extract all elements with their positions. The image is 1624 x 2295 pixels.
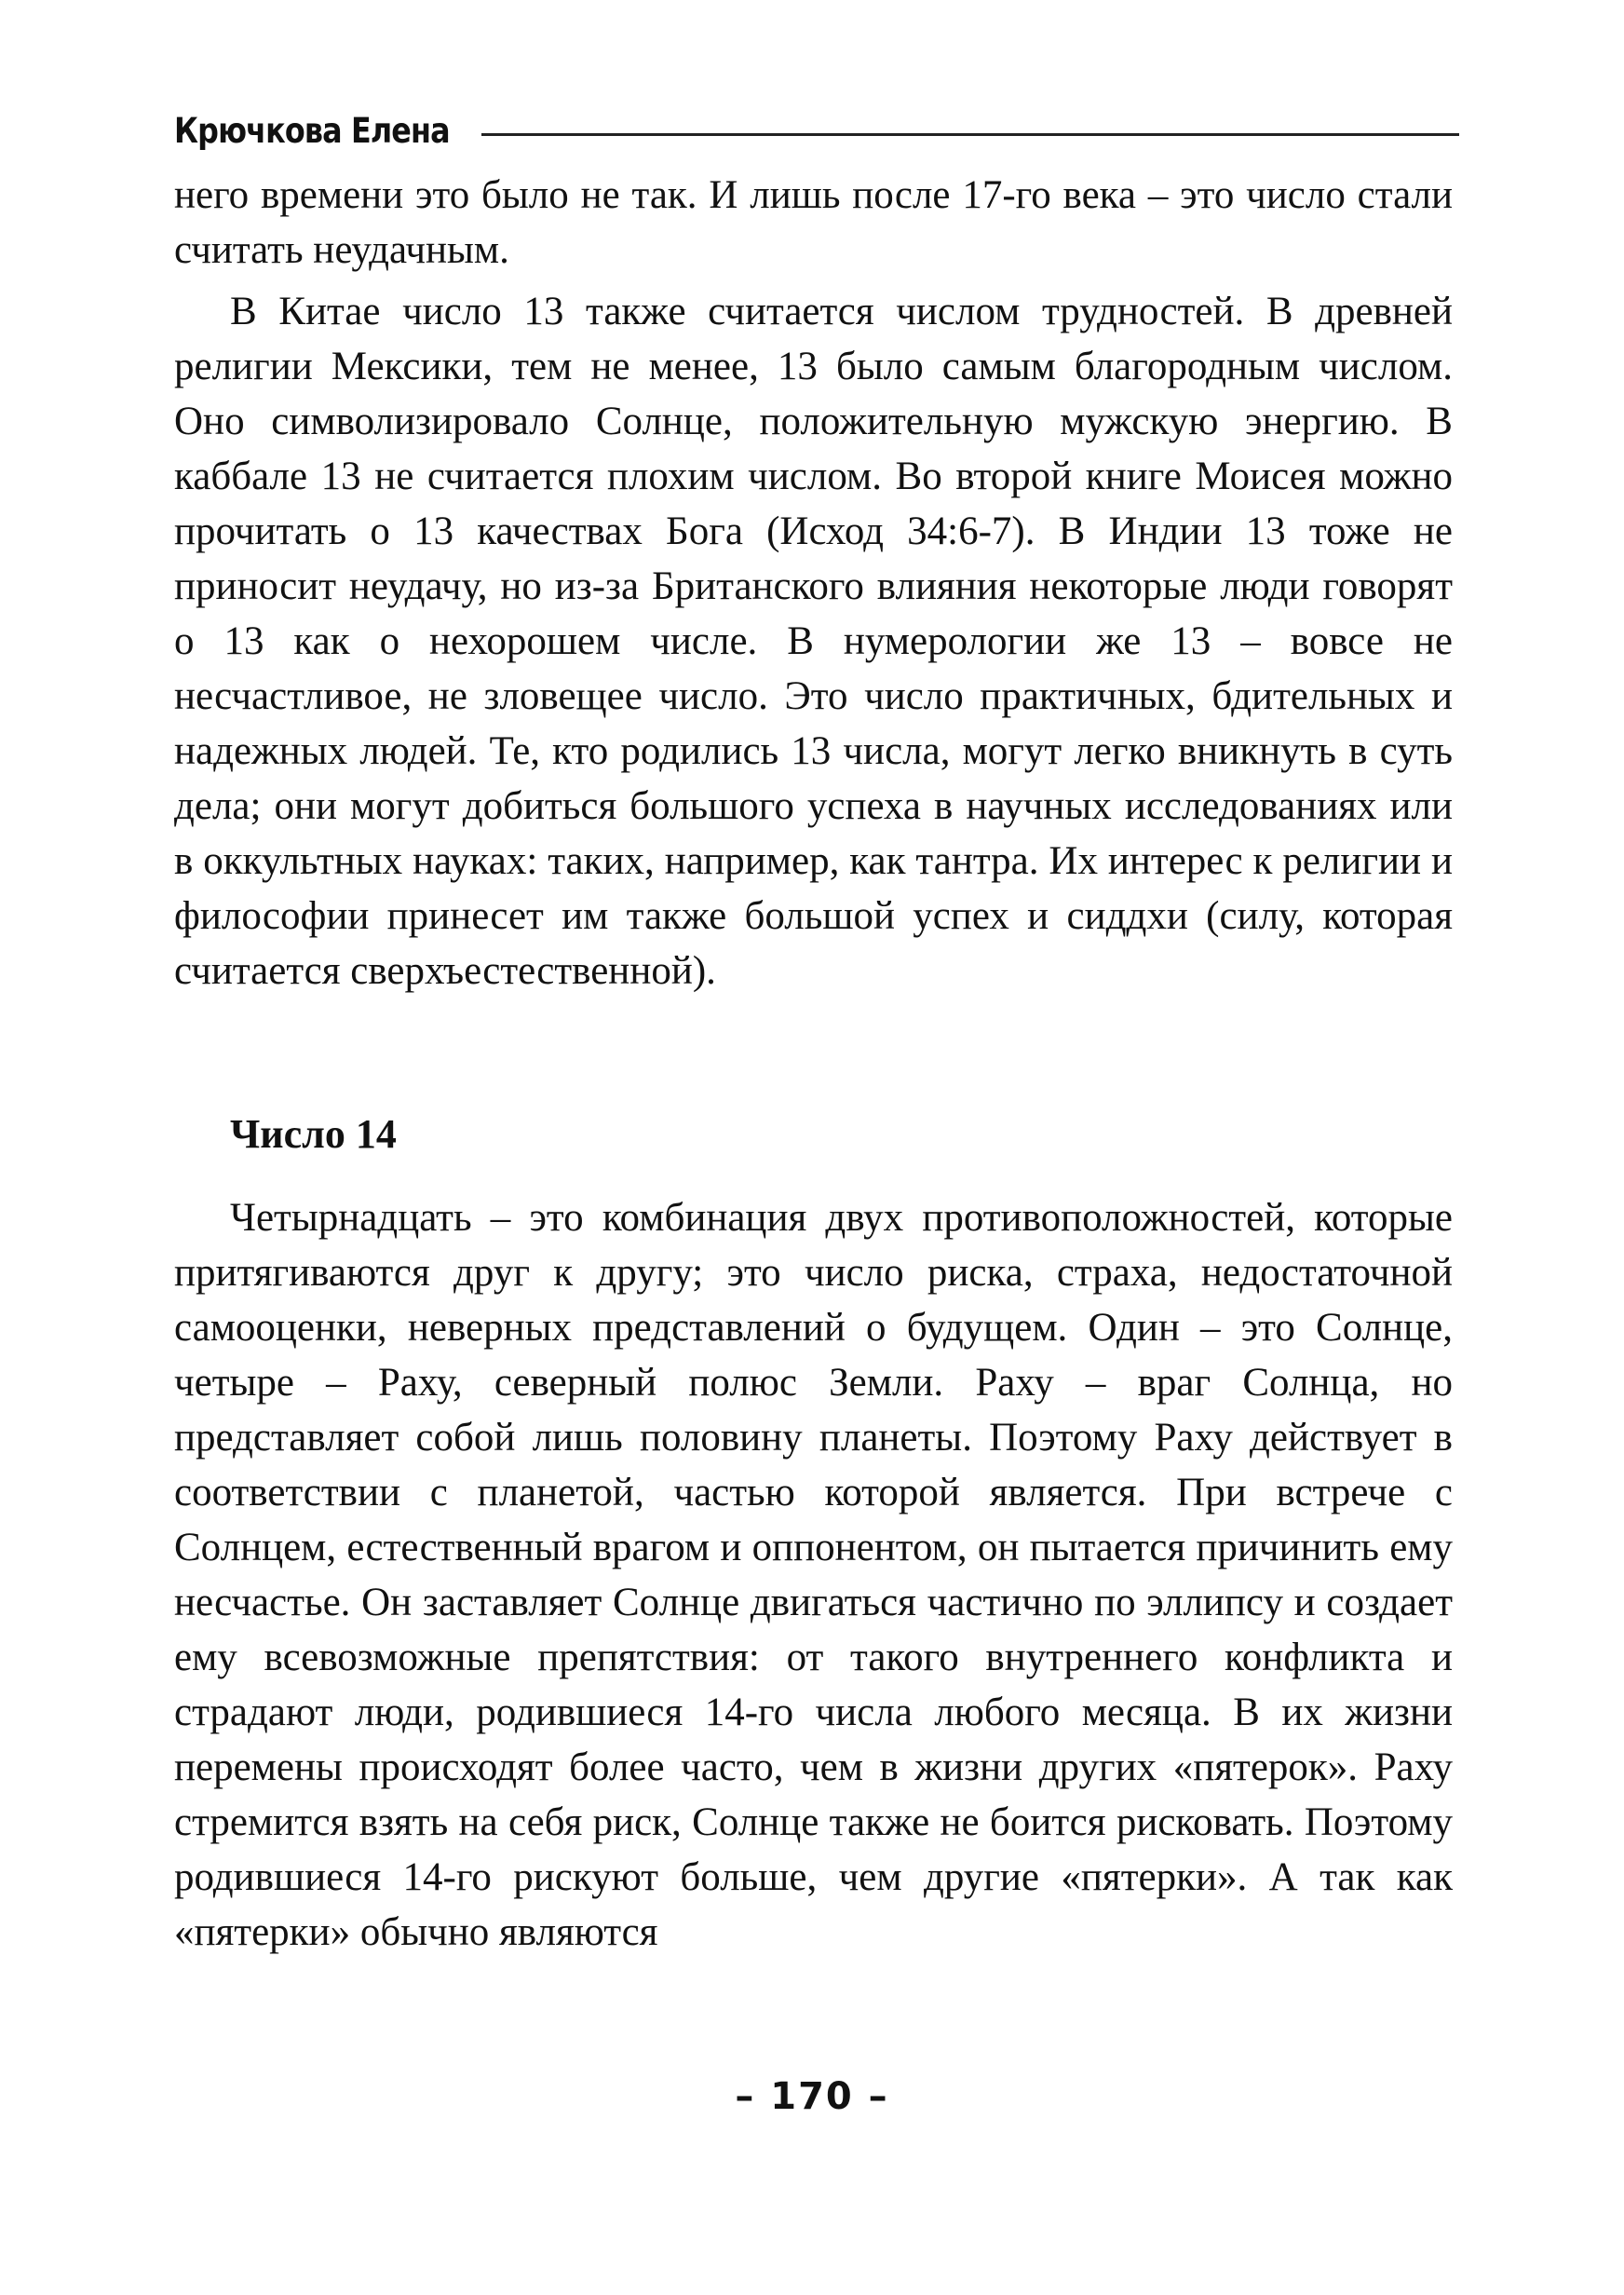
number-13-block <box>174 284 1453 998</box>
continuation-block <box>174 168 1453 278</box>
number-14-block <box>174 1190 1453 1960</box>
page-number: – 170 – <box>735 2075 889 2118</box>
section-heading-number-14: Число 14 <box>230 1111 397 1157</box>
continuation-paragraph: него времени это было не так. И лишь после 17-го века – это число стали считать неудачным. <box>174 173 1453 272</box>
paragraph-number-13: В Китае число 13 также считается числом трудностей. В древней религии Мексики, тем не менее, 13 было самым благородным числом. Оно символизировало Солнце, положительную мужскую энергию. В каббале 13 не считается плохим числом. Во второй книге Моисея можно прочитать о 13 качествах Бога (Исход 34:6-7). В Индии 13 тоже не приносит неудачу, но из-за Британского влияния некоторые люди говорят о 13 как о нехорошем числе. В нумерологии же 13 – вовсе не несчастливое, не зловещее число. Это число практичных, бдительных и надежных людей. Те, кто родились 13 числа, могут легко вникнуть в суть дела; они могут добиться большого успеха в научных исследованиях или в оккультных науках: таких, например, как тантра. Их интерес к религии и философии принесет им также большой успех и сиддхи (силу, которая считается сверхъестественной). <box>174 290 1453 993</box>
paragraph-number-14: Четырнадцать – это комбинация двух противоположностей, которые притягиваются друг к другу; это число риска, страха, недостаточной самооценки, неверных представлений о будущем. Один – это Солнце, четыре – Раху, северный полюс Земли. Раху – враг Солнца, но представляет собой лишь половину планеты. Поэтому Раху действует в соответствии с планетой, частью которой является. При встрече с Солнцем, естественный врагом и оппонентом, он пытается причинить ему несчастье. Он заставляет Солнце двигаться частично по эллипсу и создает ему всевозможные препятствия: от такого внутреннего конфликта и страдают люди, родившиеся 14-го числа любого месяца. В их жизни перемены происходят более часто, чем в жизни других «пятерок». Раху стремится взять на себя риск, Солнце также не боится рисковать. Поэтому родившиеся 14-го рискуют больше, чем другие «пятерки». А так как «пятерки» обычно являются <box>174 1196 1453 1954</box>
header-author: Крючкова Елена <box>174 110 450 151</box>
running-header <box>174 102 1459 158</box>
header-rule <box>481 133 1459 136</box>
